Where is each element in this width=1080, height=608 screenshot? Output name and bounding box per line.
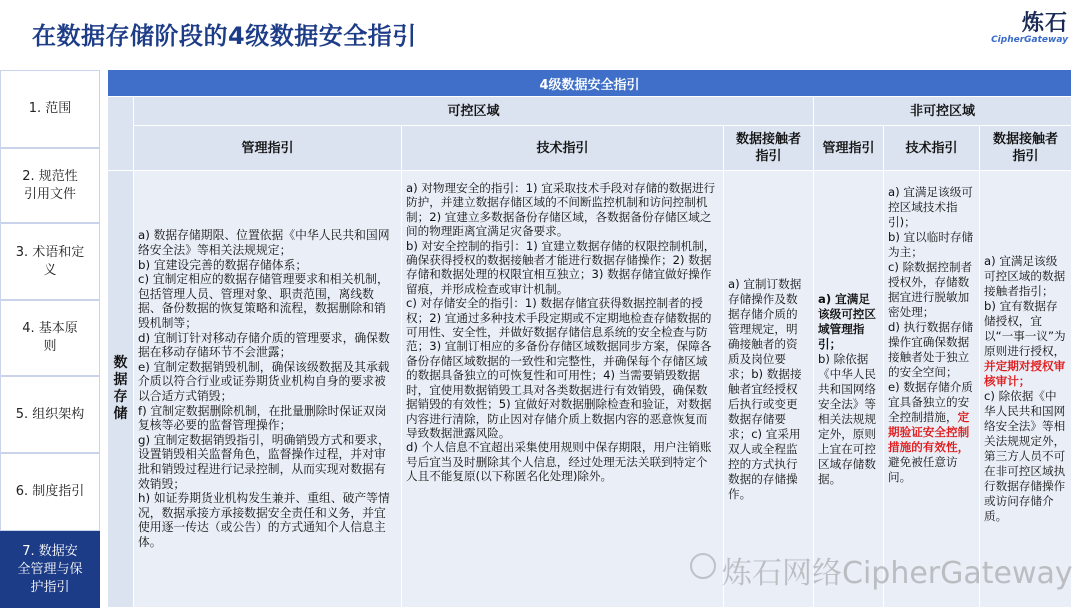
- sidebar-item-label: 5. 组织架构: [15, 406, 85, 422]
- sidebar-item-policy[interactable]: [0, 453, 100, 531]
- data-contact-nc-post-text: c) 除依据《中华人民共和国网络安全法》等相关法规规定外，第三方人员不可在非可控区域执行数据存储操作或访问存储介质。: [984, 389, 1066, 523]
- brand-logo: [991, 6, 1068, 45]
- data-contact-nc-text: [984, 254, 1067, 524]
- technical-text: a) 对物理安全的指引：1) 宜采取技术手段对存储的数据进行防护，并建立数据存储区域的不间断监控机制和访问控制机制；2) 宜建立多数据备份存储区域，各数据备份存储区域之间的物理距离宜满足灾备要求。 b) 对安全控制的指引：1) 宜建立数据存储的权限控制机制，确保获得授权的数据接触者才能进行数据存储操作；2) 数据存储和数据处理的权限宜相互独立；3) 数据存储宜做好操作留痕，并形成检查或审计机制。 c) 对存储安全的指引：1) 数据存储宜获得数据控制者的授权；2) 宜通过多种技术手段定期或不定期地检查存储数据的可用性、安全性，并做好数据存储信息系统的安全检查与防范；3) 宜制订相应的多备份存储区域数据同步方案，保障各备份存储区域数据的一致性和完整性，并确保每个存储区域的数据具备独立的可恢复性和可用性；4) 当需要销毁数据时，宜使用数据销毁工具对各类数据进行有效销毁，确保数据销毁的有效性；5) 宜做好对数据删除检查和验证，对数据内容进行清除，防止因对存储介质上数据内容的恶意恢复而导致数据泄露风险。 d) 个人信息不宜超出采集使用规则中保存期限，用户注销账号后宜当及时删除其个人信息，经过处理无法关联到特定个人且不能复原(以下称匿名化处理)除外。: [406, 181, 716, 484]
- sidebar-item-normative-references[interactable]: [0, 148, 100, 223]
- col-header-data-contact-nc: 数据接触者 指引: [980, 126, 1072, 171]
- data-contact-nc-highlight: 并定期对授权审核审计；: [984, 359, 1066, 388]
- cell-technical-guideline: [402, 171, 724, 608]
- sidebar-item-label: 6. 制度指引: [15, 484, 85, 499]
- col-header-technical-nc: 技术指引: [884, 126, 980, 171]
- data-contact-nc-pre-text: a) 宜满足该级可控区域的数据接触者指引； b) 宜有数据存储授权，宜以“一事一议”为原则进行授权，: [984, 254, 1066, 358]
- management-nc-bold-text: a) 宜满足该级可控区域管理指引；: [818, 291, 876, 351]
- sidebar-item-label: 2. 规范性 引用文件: [22, 168, 78, 202]
- management-nc-rest-text: b) 除依据《中华人民共和国网络安全法》等相关法规规定外，原则上宜在可控区域存储数据。: [818, 351, 876, 486]
- cell-management-guideline-nc: [814, 171, 884, 608]
- row-label-text: 数据存储: [113, 355, 128, 422]
- management-nc-text: [818, 292, 879, 487]
- sidebar-item-label: 4. 基本原 则: [22, 321, 78, 354]
- cell-management-guideline: [134, 171, 402, 608]
- cell-data-contact-guideline-nc: [980, 171, 1072, 608]
- watermark: 炼石网络CipherGateway: [722, 556, 1073, 591]
- technical-nc-text: [888, 185, 975, 485]
- sidebar-item-data-security[interactable]: [0, 531, 100, 608]
- technical-nc-pre-text: a) 宜满足该级可控区域技术指引)； b) 宜以临时存储为主； c) 除数据控制者授权外，存储数据宜进行脱敏加密处理； d) 执行数据存储操作宜确保数据接触者处于独立的安全空间； e) 数据存储介质宜具备独立的安全控制措施，: [888, 185, 974, 424]
- logo-subtitle: CipherGateway: [991, 35, 1068, 45]
- management-text: a) 数据存储期限、位置依据《中华人民共和国网络安全法》等相关法规规定； b) 宜建设完善的数据存储体系； c) 宜制定相应的数据存储管理要求和相关机制，包括管理人员、管理对象、职责范围，离线数据、备份数据的恢复策略和流程，数据删除和销毁机制等； d) 宜制订针对移动存储介质的管理要求，确保数据在移动存储环节不会泄露； e) 宜制定数据销毁机制，确保该级数据及其承载介质以符合行业或证券期货业机构自身的要求被以合适方式销毁； f) 宜制定数据删除机制，在批量删除时保证双岗复核等必要的监督管理操作； g) 宜制定数据销毁指引，明确销毁方式和要求，设置销毁相关监督角色，监督操作过程，并对审批和销毁过程进行记录控制，从而实现对数据有效销毁； h) 如证券期货业机构发生兼并、重组、破产等情况，数据承接方承接数据安全责任和义务，并宜使用逐一传达（或公告）的方式通知个人信息主体。: [138, 228, 390, 549]
- col-header-technical: 技术指引: [402, 126, 724, 171]
- sidebar-item-organization[interactable]: [0, 376, 100, 453]
- table-title: 4级数据安全指引: [108, 70, 1072, 97]
- cell-data-contact-guideline: [724, 171, 814, 608]
- controlled-zone-header: 可控区域: [134, 97, 814, 126]
- sidebar-item-label: 3. 术语和定 义: [15, 244, 85, 278]
- sidebar-item-scope[interactable]: [0, 70, 100, 148]
- uncontrolled-zone-header: 非可控区域: [814, 97, 1072, 126]
- col-header-management: 管理指引: [134, 126, 402, 171]
- row-label-data-storage: [108, 171, 134, 608]
- col-header-management-nc: 管理指引: [814, 126, 884, 171]
- sidebar-item-principles[interactable]: [0, 300, 100, 376]
- cell-technical-guideline-nc: [884, 171, 980, 608]
- sidebar-nav: [0, 70, 100, 608]
- guideline-table: [108, 70, 1072, 608]
- logo-mark: 炼石: [1021, 11, 1068, 36]
- page-title: 在数据存储阶段的4级数据安全指引: [32, 22, 417, 50]
- sidebar-item-label: 1. 范围: [28, 101, 72, 116]
- watermark-icon: [690, 553, 716, 579]
- technical-nc-highlight: 定期验证安全控制措施的有效性，: [888, 410, 970, 454]
- row-label-header-blank: [108, 97, 134, 171]
- sidebar-item-terms[interactable]: [0, 223, 100, 300]
- sidebar-item-label: 7. 数据安 全管理与保 护指引: [17, 543, 83, 595]
- technical-nc-post-text: 避免被任意访问。: [888, 455, 958, 484]
- data-contact-text: a) 宜制订数据存储操作及数据存储介质的管理规定，明确接触者的资质及岗位要求；b) 数据接触者宜经授权后执行或变更数据存储要求；c) 宜采用双人或全程监控的方式执行数据的存储操作。: [728, 276, 802, 501]
- col-header-data-contact: 数据接触者 指引: [724, 126, 814, 171]
